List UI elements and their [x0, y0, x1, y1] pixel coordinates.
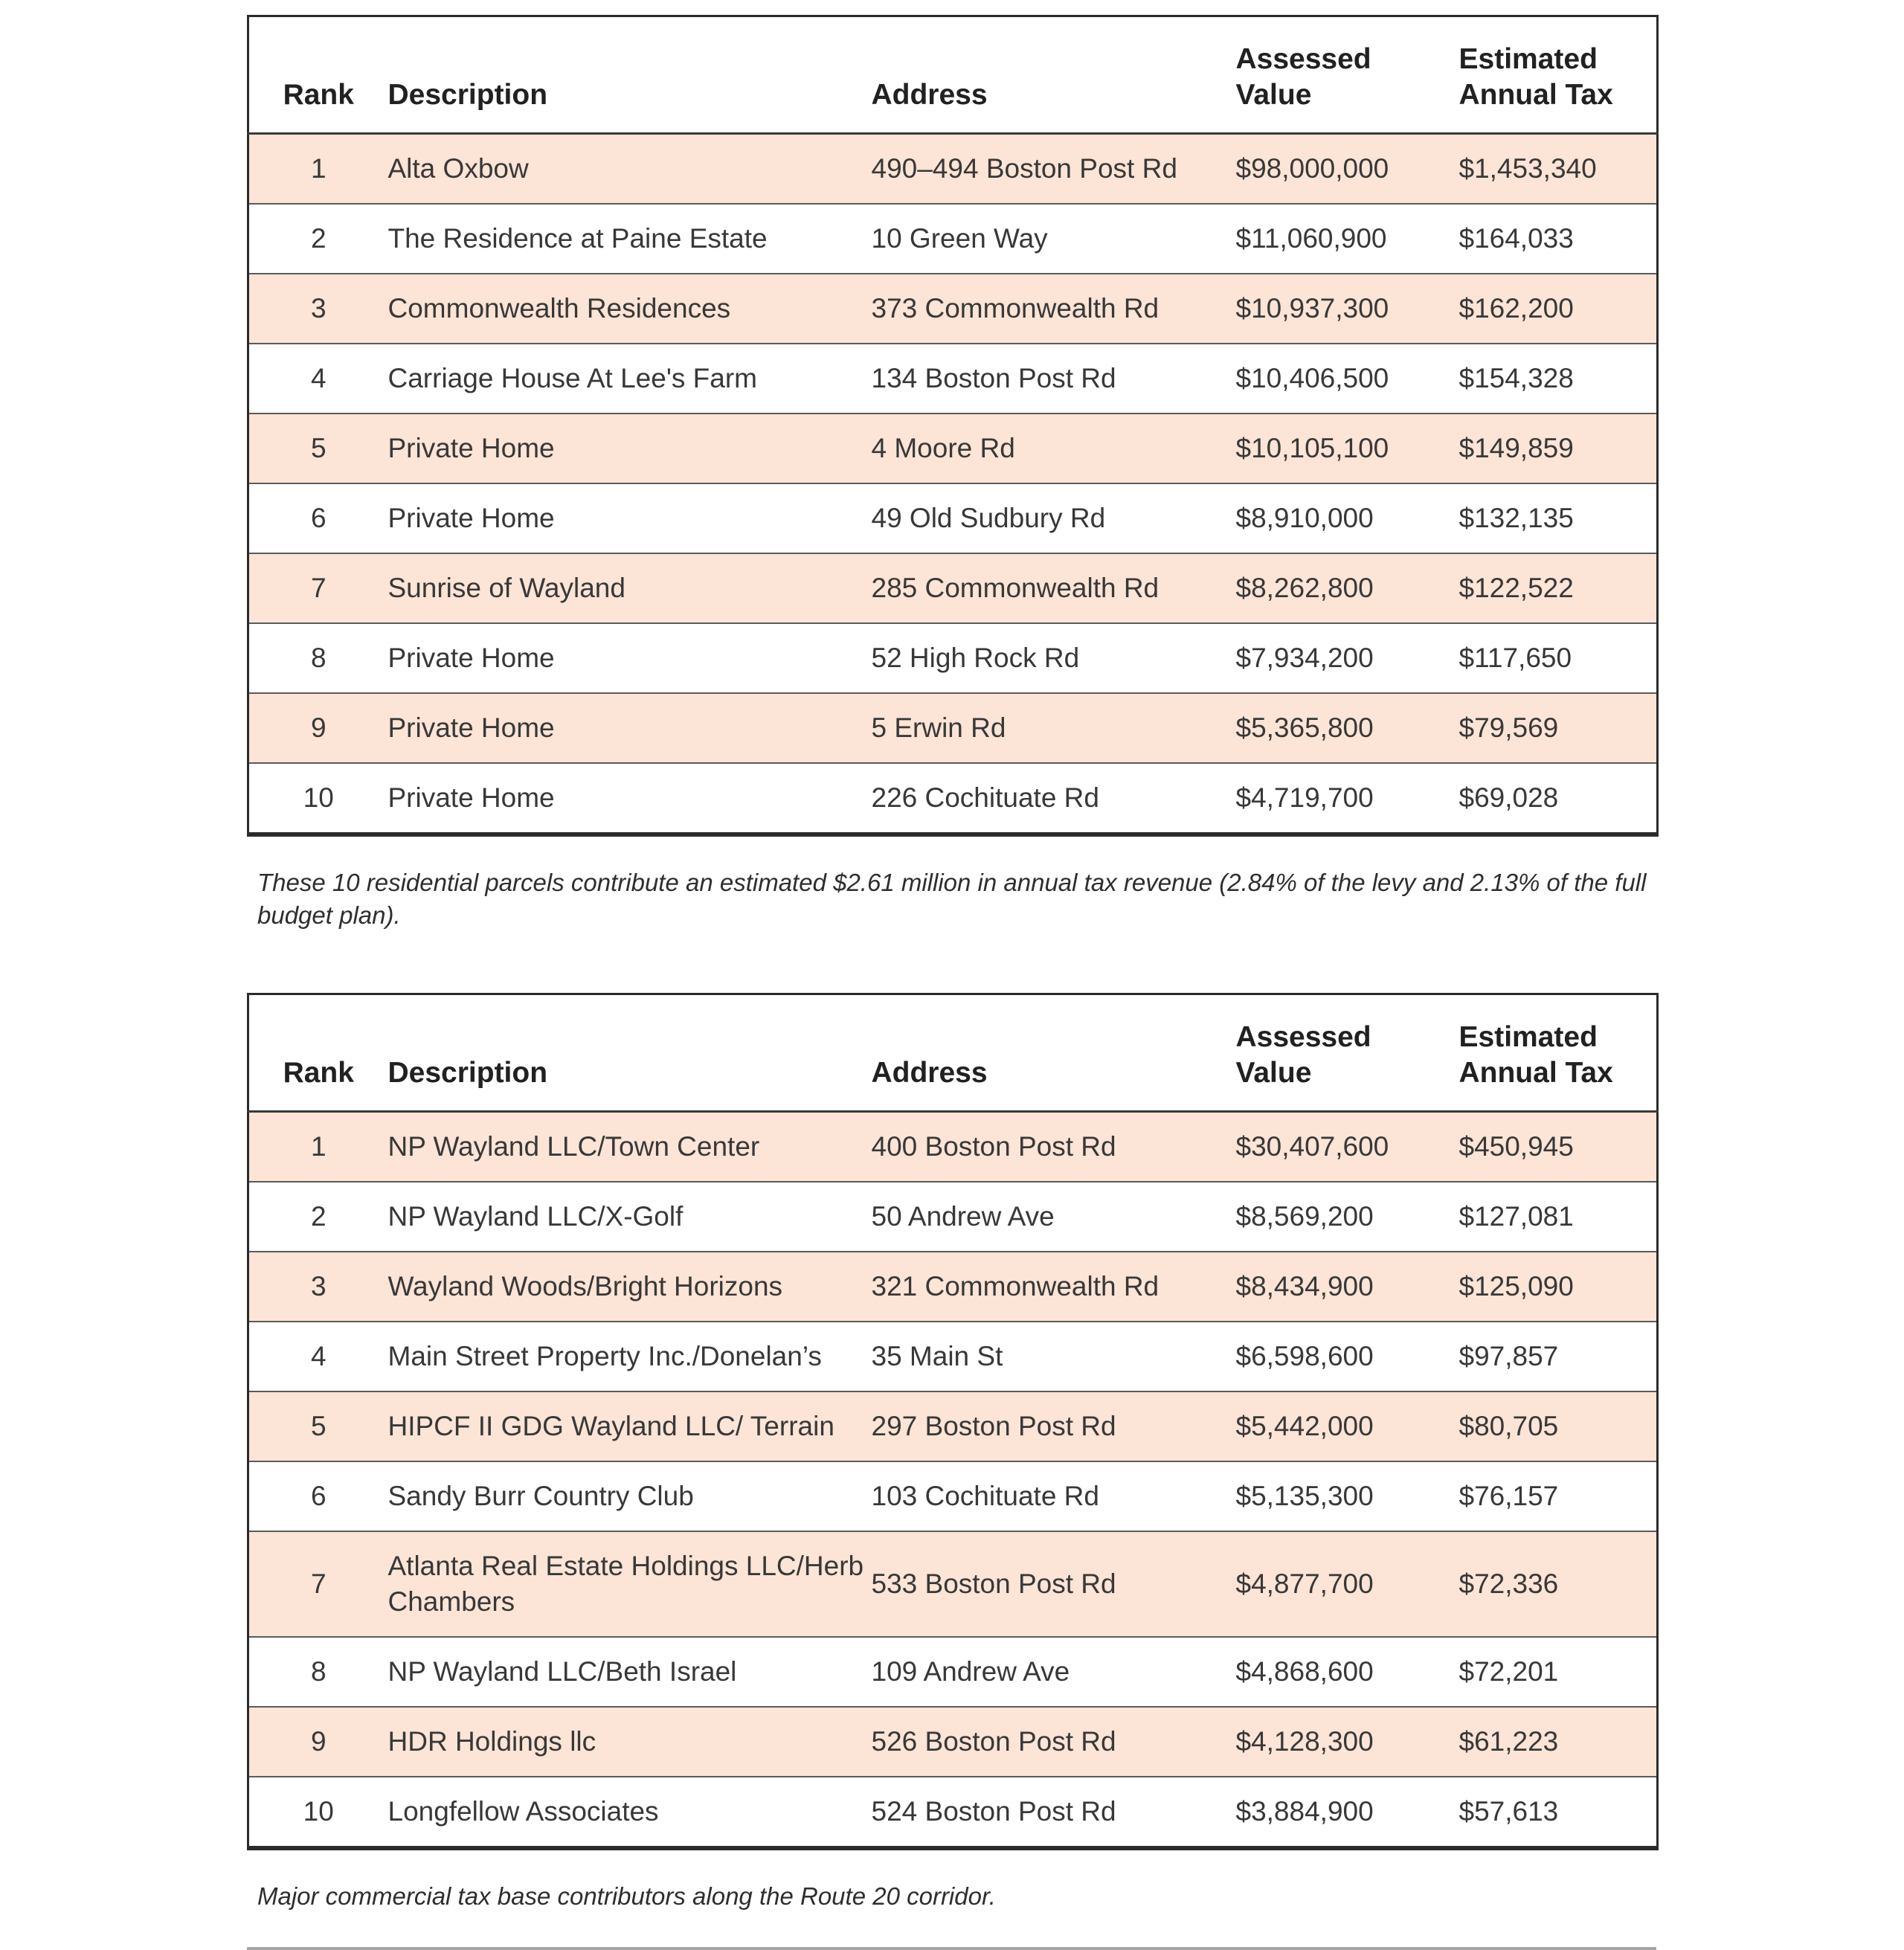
cell-rank: 5	[248, 414, 388, 483]
table-row	[248, 1777, 1658, 1848]
cell-address: 50 Andrew Ave	[872, 1182, 1236, 1252]
cell-assessed-value: $8,569,200	[1236, 1182, 1459, 1252]
cell-assessed-value: $4,877,700	[1236, 1531, 1459, 1637]
cell-estimated-annual-tax: $154,328	[1459, 344, 1658, 414]
cell-description: Atlanta Real Estate Holdings LLC/Herb Chambers	[388, 1531, 872, 1637]
cell-description: Alta Oxbow	[388, 134, 872, 205]
cell-description: NP Wayland LLC/X-Golf	[388, 1182, 872, 1252]
cell-address: 297 Boston Post Rd	[872, 1391, 1236, 1461]
cell-description: HIPCF II GDG Wayland LLC/ Terrain	[388, 1391, 872, 1461]
cell-estimated-annual-tax: $132,135	[1459, 483, 1658, 553]
cell-description: Sunrise of Wayland	[388, 553, 872, 623]
cell-description: Commonwealth Residences	[388, 274, 872, 344]
cell-estimated-annual-tax: $127,081	[1459, 1182, 1658, 1252]
cell-description: Private Home	[388, 414, 872, 483]
cell-address: 109 Andrew Ave	[872, 1637, 1236, 1707]
cell-rank: 1	[248, 1112, 388, 1182]
table-row	[248, 623, 1658, 693]
header-row	[248, 16, 1658, 134]
cell-estimated-annual-tax: $69,028	[1459, 763, 1658, 834]
cell-description: HDR Holdings llc	[388, 1707, 872, 1777]
cell-description: Private Home	[388, 483, 872, 553]
table-row	[248, 1322, 1658, 1391]
cell-description: Carriage House At Lee's Farm	[388, 344, 872, 414]
table-row	[248, 1531, 1658, 1637]
table-row	[248, 344, 1658, 414]
cell-assessed-value: $4,868,600	[1236, 1637, 1459, 1707]
header-description: Description	[388, 16, 872, 134]
header-rank: Rank	[248, 994, 388, 1112]
cell-estimated-annual-tax: $80,705	[1459, 1391, 1658, 1461]
cell-assessed-value: $11,060,900	[1236, 204, 1459, 274]
cell-assessed-value: $10,105,100	[1236, 414, 1459, 483]
cell-address: 533 Boston Post Rd	[872, 1531, 1236, 1637]
cell-address: 4 Moore Rd	[872, 414, 1236, 483]
cell-rank: 9	[248, 693, 388, 763]
header-assessed-value: Assessed Value	[1236, 994, 1459, 1112]
cell-assessed-value: $4,128,300	[1236, 1707, 1459, 1777]
cell-assessed-value: $6,598,600	[1236, 1322, 1459, 1391]
cell-description: Private Home	[388, 763, 872, 834]
cell-description: Longfellow Associates	[388, 1777, 872, 1848]
cell-rank: 10	[248, 1777, 388, 1848]
table-row	[248, 1637, 1658, 1707]
cell-description: Private Home	[388, 623, 872, 693]
cell-assessed-value: $10,937,300	[1236, 274, 1459, 344]
cell-rank: 2	[248, 1182, 388, 1252]
cell-estimated-annual-tax: $122,522	[1459, 553, 1658, 623]
cell-estimated-annual-tax: $1,453,340	[1459, 134, 1658, 205]
table-row	[248, 1391, 1658, 1461]
cell-assessed-value: $5,442,000	[1236, 1391, 1459, 1461]
cell-description: NP Wayland LLC/Beth Israel	[388, 1637, 872, 1707]
header-row	[248, 994, 1658, 1112]
cell-estimated-annual-tax: $61,223	[1459, 1707, 1658, 1777]
cell-rank: 2	[248, 204, 388, 274]
table-row	[248, 204, 1658, 274]
cell-description: The Residence at Paine Estate	[388, 204, 872, 274]
residential-table-body	[248, 134, 1658, 835]
cell-address: 49 Old Sudbury Rd	[872, 483, 1236, 553]
table-row	[248, 274, 1658, 344]
cell-address: 526 Boston Post Rd	[872, 1707, 1236, 1777]
cell-assessed-value: $8,910,000	[1236, 483, 1459, 553]
table-row	[248, 483, 1658, 553]
cell-address: 400 Boston Post Rd	[872, 1112, 1236, 1182]
table-row	[248, 1461, 1658, 1531]
cell-description: Private Home	[388, 693, 872, 763]
cell-estimated-annual-tax: $76,157	[1459, 1461, 1658, 1531]
cell-rank: 9	[248, 1707, 388, 1777]
cell-rank: 7	[248, 553, 388, 623]
cell-assessed-value: $3,884,900	[1236, 1777, 1459, 1848]
cell-estimated-annual-tax: $72,336	[1459, 1531, 1658, 1637]
cell-address: 285 Commonwealth Rd	[872, 553, 1236, 623]
commercial-table-header	[248, 994, 1658, 1112]
cell-assessed-value: $4,719,700	[1236, 763, 1459, 834]
cell-estimated-annual-tax: $149,859	[1459, 414, 1658, 483]
cell-estimated-annual-tax: $79,569	[1459, 693, 1658, 763]
residential-table-caption: These 10 residential parcels contribute an estimated $2.61 million in annual tax revenue (2.84% of the levy and 2.13% of the full budget plan).	[257, 869, 1647, 929]
cell-address: 490–494 Boston Post Rd	[872, 134, 1236, 205]
residential-table-header	[248, 16, 1658, 134]
table-row	[248, 1252, 1658, 1322]
cell-address: 226 Cochituate Rd	[872, 763, 1236, 834]
cell-address: 373 Commonwealth Rd	[872, 274, 1236, 344]
cell-rank: 1	[248, 134, 388, 205]
cell-address: 52 High Rock Rd	[872, 623, 1236, 693]
cell-address: 35 Main St	[872, 1322, 1236, 1391]
cell-assessed-value: $8,434,900	[1236, 1252, 1459, 1322]
table-row	[248, 134, 1658, 205]
cell-description: NP Wayland LLC/Town Center	[388, 1112, 872, 1182]
cell-estimated-annual-tax: $117,650	[1459, 623, 1658, 693]
cell-assessed-value: $8,262,800	[1236, 553, 1459, 623]
cell-address: 524 Boston Post Rd	[872, 1777, 1236, 1848]
cell-estimated-annual-tax: $125,090	[1459, 1252, 1658, 1322]
cell-assessed-value: $7,934,200	[1236, 623, 1459, 693]
table-row	[248, 763, 1658, 834]
cell-address: 10 Green Way	[872, 204, 1236, 274]
cell-description: Wayland Woods/Bright Horizons	[388, 1252, 872, 1322]
cell-estimated-annual-tax: $97,857	[1459, 1322, 1658, 1391]
header-description: Description	[388, 994, 872, 1112]
cell-assessed-value: $10,406,500	[1236, 344, 1459, 414]
cell-rank: 5	[248, 1391, 388, 1461]
cell-address: 321 Commonwealth Rd	[872, 1252, 1236, 1322]
cell-estimated-annual-tax: $164,033	[1459, 204, 1658, 274]
cell-assessed-value: $5,365,800	[1236, 693, 1459, 763]
bottom-divider-rule	[247, 1947, 1656, 1950]
cell-rank: 7	[248, 1531, 388, 1637]
cell-assessed-value: $5,135,300	[1236, 1461, 1459, 1531]
cell-estimated-annual-tax: $162,200	[1459, 274, 1658, 344]
cell-rank: 4	[248, 1322, 388, 1391]
cell-estimated-annual-tax: $450,945	[1459, 1112, 1658, 1182]
table-row	[248, 1707, 1658, 1777]
header-rank: Rank	[248, 16, 388, 134]
header-estimated-annual-tax: Estimated Annual Tax	[1459, 16, 1658, 134]
cell-description: Sandy Burr Country Club	[388, 1461, 872, 1531]
header-assessed-value: Assessed Value	[1236, 16, 1459, 134]
residential-top-taxpayers-table	[247, 15, 1659, 837]
cell-address: 103 Cochituate Rd	[872, 1461, 1236, 1531]
section-spacer	[247, 932, 1904, 993]
table-row	[248, 1112, 1658, 1182]
header-address: Address	[872, 16, 1236, 134]
cell-assessed-value: $30,407,600	[1236, 1112, 1459, 1182]
header-address: Address	[872, 994, 1236, 1112]
cell-rank: 6	[248, 1461, 388, 1531]
cell-description: Main Street Property Inc./Donelan’s	[388, 1322, 872, 1391]
table-row	[248, 1182, 1658, 1252]
table-row	[248, 553, 1658, 623]
cell-estimated-annual-tax: $57,613	[1459, 1777, 1658, 1848]
cell-rank: 4	[248, 344, 388, 414]
cell-address: 5 Erwin Rd	[872, 693, 1236, 763]
cell-estimated-annual-tax: $72,201	[1459, 1637, 1658, 1707]
commercial-table-caption: Major commercial tax base contributors along the Route 20 corridor.	[257, 1882, 996, 1910]
cell-address: 134 Boston Post Rd	[872, 344, 1236, 414]
cell-rank: 3	[248, 274, 388, 344]
cell-rank: 3	[248, 1252, 388, 1322]
table-row	[248, 414, 1658, 483]
cell-rank: 6	[248, 483, 388, 553]
cell-rank: 10	[248, 763, 388, 834]
commercial-table-body	[248, 1112, 1658, 1849]
cell-rank: 8	[248, 623, 388, 693]
header-estimated-annual-tax: Estimated Annual Tax	[1459, 994, 1658, 1112]
cell-assessed-value: $98,000,000	[1236, 134, 1459, 205]
commercial-top-taxpayers-table	[247, 993, 1659, 1850]
cell-rank: 8	[248, 1637, 388, 1707]
table-row	[248, 693, 1658, 763]
